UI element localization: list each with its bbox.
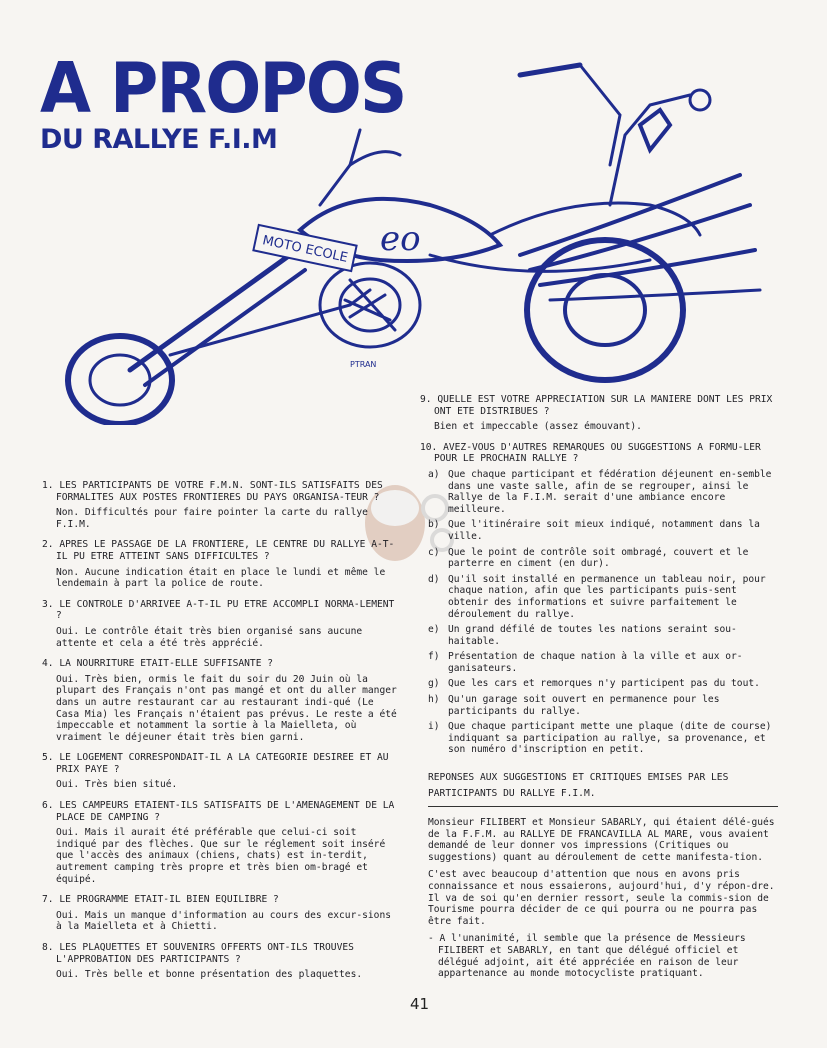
motorcycle-illustration [50,55,770,425]
suggestion-e: e) Un grand défilé de toutes les nations seraint sou-haitable. [428,624,737,647]
page-title: A PROPOS [40,48,406,129]
question-1: 1. LES PARTICIPANTS DE VOTRE F.M.N. SONT-ILS SATISFAITS DES FORMALITES AUX POSTES FRONTIERES DU PAYS ORGANISA-TEUR ? [42,480,383,503]
response-paragraph-3: - A l'unanimité, il semble que la présence de Messieurs FILIBERT et SABARLY, en tant que délégué officiel et délégué adjoint, ait été appréciée en raison de leur appartenance au monde motocycliste pratiquant. [428,933,746,980]
response-paragraph-2: C'est avec beaucoup d'attention que nous en avons pris connaissance et nous essaierons, aujourd'hui, d'y répon-dre. Il va de soi qu'en dernier ressort, seule la commis-sion de Tourisme pourra décider de ce qui pourra ou ne pourra pas être fait. [428,869,775,927]
suggestion-b: b) Que l'itinéraire soit mieux indiqué, notamment dans la ville. [428,519,760,542]
answer-3: Oui. Le contrôle était très bien organisé sans aucune attente et cela a été très apprécié. [56,625,363,649]
moto-ecole-sign: MOTO ECOLE [261,233,350,266]
suggestion-d: d) Qu'il soit installé en permanence un tableau noir, pour chaque nation, afin que les participants puis-sent obtenir des informations et suivre parfaitement le déroulement du rallye. [428,573,766,620]
question-6: 6. LES CAMPEURS ETAIENT-ILS SATISFAITS DE L'AMENAGEMENT DE LA PLACE DE CAMPING ? [42,800,395,823]
right-column [420,394,780,980]
response-paragraph-1: Monsieur FILIBERT et Monsieur SABARLY, qui étaient délé-gués de la F.F.M. au RALLYE DE FRANCAVILLA AL MARE, vous avaient demandé de leur donner vos impressions (Critiques ou suggestions) quant au déroulement de cette manifesta-tion. [428,817,775,863]
question-2: 2. APRES LE PASSAGE DE LA FRONTIERE, LE CENTRE DU RALLYE A-T-IL PU ETRE ATTEINT SANS DIFFICULTES ? [42,539,395,562]
answer-2: Non. Aucune indication était en place le lundi et même le lendemain à part la police de route. [56,566,386,590]
question-7: 7. LE PROGRAMME ETAIT-IL BIEN EQUILIBRE ? [42,894,279,906]
answer-4: Oui. Très bien, ormis le fait du soir du 20 Juin où la plupart des Français n'ont pas mangé et ont du aller manger dans un autre restaurant car au restaurant indi-qué (Le Casa Mia) les Français n'étaient pas prévus. Le reste a été impeccable et notamment la sortie à la Maielleta, où vraiment le déjeuner était très bien garni. [56,673,397,743]
suggestion-f: f) Présentation de chaque nation à la ville et aux or-ganisateurs. [428,651,743,674]
answer-5: Oui. Très bien situé. [56,779,178,791]
left-column [42,480,398,990]
suggestion-i: i) Que chaque participant mette une plaque (dite de course) indiquant sa participation au rallye, sa provenance, et son numéro d'inscription en petit. [428,721,772,756]
suggestion-g: g) Que les cars et remorques n'y participent pas du tout. [428,678,760,690]
answer-6: Oui. Mais il aurait été préférable que celui-ci soit indiqué par des flèches. Que sur le réglement soit inséré que l'accès des animaux (chiens, chats) est in-terdit, autrement camping très propre et très bien om-bragé et équipé. [56,827,386,885]
page-number: 41 [410,995,430,1013]
suggestion-c: c) Que le point de contrôle soit ombragé, couvert et le parterre en ciment (en dur). [428,546,749,570]
question-10: 10. AVEZ-VOUS D'AUTRES REMARQUES OU SUGGESTIONS A FORMU-LER POUR LE PROCHAIN RALLYE ? [420,441,761,465]
responses-heading: REPONSES AUX SUGGESTIONS ET CRITIQUES EMISES PAR LES PARTICIPANTS DU RALLYE F.I.M. [428,770,778,807]
question-4: 4. LA NOURRITURE ETAIT-ELLE SUFFISANTE ? [42,658,274,670]
question-3: 3. LE CONTROLE D'ARRIVEE A-T-IL PU ETRE ACCOMPLI NORMA-LEMENT ? [42,598,395,622]
suggestion-h: h) Qu'un garage soit ouvert en permanence pour les participants du rallye. [428,694,720,717]
question-5: 5. LE LOGEMENT CORRESPONDAIT-IL A LA CATEGORIE DESIREE ET AU PRIX PAYE ? [42,752,389,775]
tank-lettering: eo [380,219,421,259]
answer-7: Oui. Mais un manque d'information au cours des excur-sions à la Maielleta et à Chietti. [56,909,392,933]
answer-8: Oui. Très belle et bonne présentation des plaquettes. [56,969,363,981]
question-8: 8. LES PLAQUETTES ET SOUVENIRS OFFERTS ONT-ILS TROUVES L'APPROBATION DES PARTICIPANTS ? [42,942,354,965]
answer-1: Non. Difficultés pour faire pointer la carte du rallye F.I.M. [56,507,368,530]
suggestion-a: a) Que chaque participant et fédération déjeunent en-semble dans une vaste salle, afin de se regrouper, ainsi le Rallye de la F.I.M. serait d'une ambiance encore meilleure. [428,468,772,515]
question-9: 9. QUELLE EST VOTRE APPRECIATION SUR LA MANIERE DONT LES PRIX ONT ETE DISTRIBUES ? [420,394,773,417]
artist-signature: PTRAN [350,360,377,369]
answer-9: Bien et impeccable (assez émouvant). [434,421,642,433]
page-subtitle: DU RALLYE F.I.M [40,124,278,155]
